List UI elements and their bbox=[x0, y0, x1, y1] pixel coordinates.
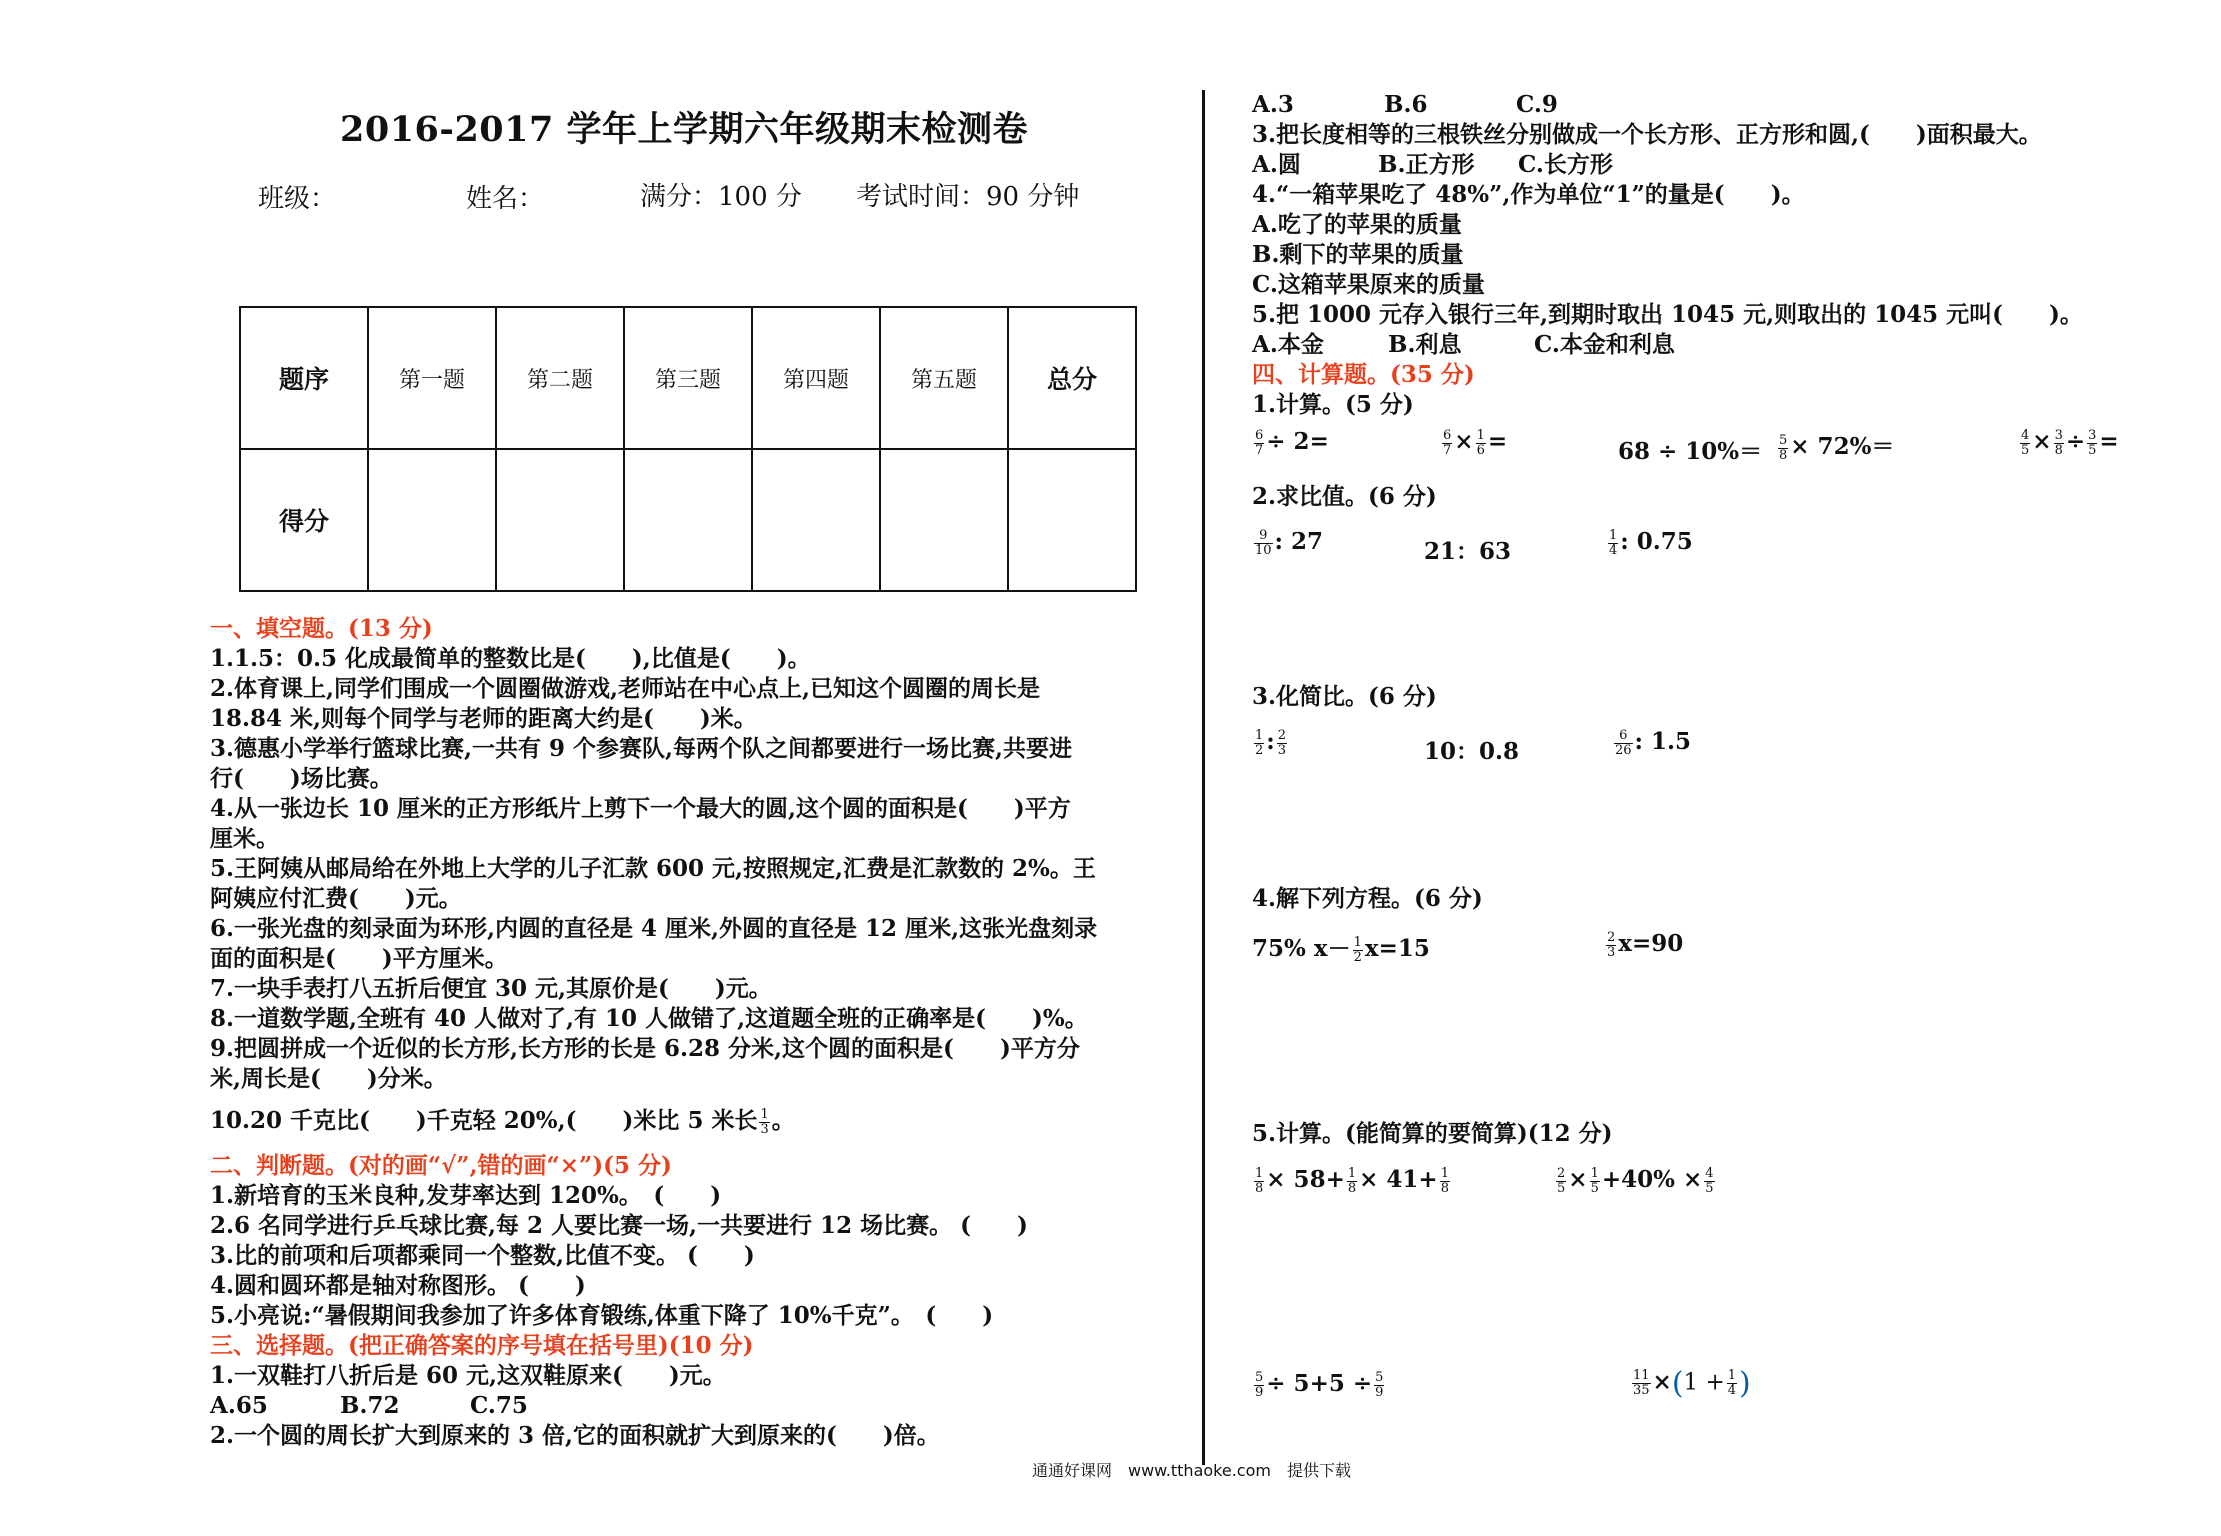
fraction bbox=[759, 1108, 769, 1137]
question-line: 3.把长度相等的三根铁丝分别做成一个长方形、正方形和圆,( )面积最大。 bbox=[1252, 121, 2042, 148]
close-paren: ) bbox=[1739, 1366, 1751, 1401]
subsection-title: 1.计算。(5 分) bbox=[1252, 391, 1414, 418]
fraction-numerator: 2 bbox=[1277, 727, 1287, 743]
fraction-numerator: 1 bbox=[1590, 1165, 1599, 1181]
calc-item: 10：0.8 bbox=[1424, 738, 1520, 765]
score-input-cell[interactable] bbox=[880, 449, 1008, 591]
option: B.正方形 bbox=[1378, 151, 1475, 178]
table-cell: 第二题 bbox=[496, 307, 624, 449]
option: B.剩下的苹果的质量 bbox=[1252, 241, 1464, 268]
table-cell: 总分 bbox=[1008, 307, 1136, 449]
full-score-label: 满分：100 分 bbox=[640, 182, 802, 212]
fraction-denominator: 5 bbox=[2088, 442, 2097, 458]
question-line: 7.一块手表打八五折后便宜 30 元,其原价是( )元。 bbox=[210, 975, 772, 1002]
fraction bbox=[1476, 429, 1486, 458]
question-line: 3.比的前项和后项都乘同一个整数,比值不变。 ( ) bbox=[210, 1241, 755, 1269]
calc-text: = bbox=[2099, 428, 2119, 455]
score-input-cell[interactable] bbox=[624, 449, 752, 591]
table-cell: 题序 bbox=[240, 307, 368, 449]
fraction bbox=[1277, 729, 1287, 758]
option: C.本金和利息 bbox=[1534, 331, 1675, 358]
fraction-denominator: 4 bbox=[1609, 542, 1618, 558]
fraction-denominator: 7 bbox=[1443, 442, 1452, 458]
calc-item bbox=[1252, 528, 1323, 558]
fraction-denominator: 5 bbox=[1557, 1180, 1566, 1196]
option: B.6 bbox=[1384, 91, 1428, 118]
score-table bbox=[239, 306, 1137, 592]
score-input-cell[interactable] bbox=[752, 449, 880, 591]
table-cell: 第三题 bbox=[624, 307, 752, 449]
calc-text: × 58+ bbox=[1266, 1166, 1345, 1193]
section-heading: 三、选择题。(把正确答案的序号填在括号里)(10 分) bbox=[210, 1331, 754, 1359]
score-input-cell[interactable] bbox=[496, 449, 624, 591]
question-line: 2.一个圆的周长扩大到原来的 3 倍,它的面积就扩大到原来的( )倍。 bbox=[210, 1421, 940, 1449]
question-line: 8.一道数学题,全班有 40 人做对了,有 10 人做错了,这道题全班的正确率是( )%。 bbox=[210, 1005, 1088, 1032]
table-cell: 第五题 bbox=[880, 307, 1008, 449]
calc-item bbox=[1252, 1370, 1386, 1400]
fraction bbox=[1632, 1369, 1651, 1398]
fraction-numerator: 1 bbox=[1476, 427, 1485, 443]
left-column bbox=[210, 614, 1155, 1451]
calc-text: x=15 bbox=[1364, 935, 1430, 962]
question-line: 5.小亮说:“暑假期间我参加了许多体育锻练,体重下降了 10%千克”。 ( ) bbox=[210, 1301, 994, 1329]
calc-text: × 41+ bbox=[1359, 1166, 1438, 1193]
option: C.长方形 bbox=[1518, 151, 1613, 178]
fraction bbox=[1727, 1369, 1737, 1398]
calc-text: : 27 bbox=[1274, 528, 1324, 555]
calc-text: = bbox=[1487, 428, 1508, 455]
fraction-denominator: 2 bbox=[1255, 742, 1264, 758]
fraction bbox=[1556, 1167, 1566, 1196]
calc-text: × 72%＝ bbox=[1790, 433, 1895, 460]
options-line bbox=[210, 1391, 1155, 1421]
calc-text: : bbox=[1266, 728, 1275, 755]
section-heading: 四、计算题。(35 分) bbox=[1252, 361, 1475, 388]
question-line: 2.6 名同学进行乒乓球比赛,每 2 人要比赛一场,一共要进行 12 场比赛。 ( ) bbox=[210, 1211, 1028, 1239]
question-line: 18.84 米,则每个同学与老师的距离大约是( )米。 bbox=[210, 705, 757, 732]
fraction bbox=[1254, 429, 1264, 458]
question-line: 1.新培育的玉米良种,发芽率达到 120%。 ( ) bbox=[210, 1181, 722, 1209]
footer-credit: 通通好课网 www.tthaoke.com 提供下载 bbox=[1032, 1461, 1351, 1480]
fraction-denominator: 10 bbox=[1255, 542, 1272, 558]
fraction-numerator: 5 bbox=[1255, 1369, 1264, 1385]
option: A.本金 bbox=[1252, 331, 1324, 358]
question-line: 4.圆和圆环都是轴对称图形。 ( ) bbox=[210, 1271, 586, 1299]
fraction bbox=[1614, 729, 1633, 758]
question-line: 行( )场比赛。 bbox=[210, 765, 393, 792]
calc-text: +40% × bbox=[1601, 1166, 1703, 1193]
calc-text: : 0.75 bbox=[1620, 528, 1693, 555]
fraction-numerator: 3 bbox=[2088, 427, 2097, 443]
fraction bbox=[1347, 1167, 1357, 1196]
question-line: 阿姨应付汇费( )元。 bbox=[210, 885, 462, 912]
fraction-numerator: 6 bbox=[1443, 427, 1452, 443]
question-text: 。 bbox=[771, 1107, 795, 1134]
calc-item bbox=[1252, 1166, 1452, 1196]
fraction bbox=[2087, 429, 2097, 458]
options-line bbox=[1252, 150, 2112, 180]
calc-item bbox=[1606, 528, 1693, 558]
table-row bbox=[240, 307, 1136, 449]
question-line bbox=[210, 1106, 1155, 1137]
calc-text: x=90 bbox=[1618, 930, 1684, 957]
fraction-numerator: 4 bbox=[1705, 1165, 1714, 1181]
table-cell: 第一题 bbox=[368, 307, 496, 449]
fraction-numerator: 2 bbox=[1557, 1165, 1566, 1181]
question-line: 6.一张光盘的刻录面为环形,内圆的直径是 4 厘米,外圆的直径是 12 厘米,这张光盘刻录 bbox=[210, 915, 1098, 942]
option: C.9 bbox=[1516, 91, 1558, 118]
section-heading: 一、填空题。(13 分) bbox=[210, 615, 433, 642]
subsection-title: 5.计算。(能简算的要简算)(12 分) bbox=[1252, 1120, 1613, 1147]
calc-item bbox=[1612, 728, 1691, 758]
section-heading: 二、判断题。(对的画“√”,错的画“×”)(5 分) bbox=[210, 1151, 672, 1179]
fraction-denominator: 9 bbox=[1375, 1384, 1384, 1400]
fraction-denominator: 8 bbox=[2054, 442, 2063, 458]
table-cell: 第四题 bbox=[752, 307, 880, 449]
question-line: 1.1.5：0.5 化成最简单的整数比是( ),比值是( )。 bbox=[210, 645, 811, 672]
calc-text: ÷ 5+5 ÷ bbox=[1266, 1370, 1373, 1397]
fraction bbox=[2054, 429, 2064, 458]
fraction-denominator: 2 bbox=[1353, 949, 1362, 965]
fraction-numerator: 9 bbox=[1254, 529, 1273, 544]
fraction-numerator: 1 bbox=[1255, 727, 1264, 743]
fraction-denominator: 8 bbox=[1347, 1180, 1357, 1196]
fraction bbox=[1778, 434, 1788, 463]
fraction bbox=[1608, 529, 1618, 558]
fraction bbox=[1590, 1167, 1600, 1196]
fraction-denominator: 4 bbox=[1727, 1383, 1737, 1398]
class-label: 班级： bbox=[258, 184, 337, 214]
question-line: 4.“一箱苹果吃了 48%”,作为单位“1”的量是( )。 bbox=[1252, 181, 1805, 208]
fraction bbox=[1254, 529, 1273, 558]
column-divider bbox=[1202, 90, 1205, 1465]
fraction-denominator: 3 bbox=[1607, 944, 1616, 960]
fraction-denominator: 5 bbox=[1590, 1180, 1599, 1196]
question-line: 9.把圆拼成一个近似的长方形,长方形的长是 6.28 分米,这个圆的面积是( )平方分 bbox=[210, 1035, 1080, 1062]
question-text: 10.20 千克比( )千克轻 20%,( )米比 5 米长 bbox=[210, 1107, 758, 1134]
question-line: 5.王阿姨从邮局给在外地上大学的儿子汇款 600 元,按照规定,汇费是汇款数的 2%。王 bbox=[210, 855, 1096, 882]
calc-text: 1 + bbox=[1683, 1369, 1725, 1396]
option: B.72 bbox=[340, 1391, 400, 1419]
fraction-denominator: 7 bbox=[1255, 442, 1264, 458]
option: A.65 bbox=[210, 1391, 268, 1419]
name-label: 姓名： bbox=[466, 184, 545, 214]
option: B.利息 bbox=[1388, 331, 1462, 358]
question-line: 面的面积是( )平方厘米。 bbox=[210, 945, 508, 972]
fraction-numerator: 1 bbox=[1353, 934, 1362, 950]
fraction-numerator: 5 bbox=[1375, 1369, 1384, 1385]
fraction-numerator: 4 bbox=[2021, 427, 2030, 443]
table-cell: 得分 bbox=[240, 449, 368, 591]
open-paren: ( bbox=[1671, 1366, 1684, 1401]
fraction-numerator: 5 bbox=[1779, 432, 1788, 448]
fraction-numerator: 6 bbox=[1614, 729, 1633, 744]
calc-text: × bbox=[1652, 1368, 1672, 1396]
options-line bbox=[1252, 330, 2112, 360]
fraction-denominator: 35 bbox=[1633, 1383, 1650, 1398]
fraction bbox=[1254, 1167, 1264, 1196]
option: A.圆 bbox=[1252, 151, 1301, 178]
fraction-denominator: 3 bbox=[1277, 742, 1287, 758]
fraction-numerator: 3 bbox=[2054, 427, 2063, 443]
exam-time-label: 考试时间：90 分钟 bbox=[856, 182, 1080, 212]
calc-item bbox=[2018, 428, 2119, 458]
calc-text: × bbox=[2032, 428, 2052, 455]
option: C.这箱苹果原来的质量 bbox=[1252, 271, 1485, 298]
fraction bbox=[1440, 1167, 1450, 1196]
fraction-denominator: 8 bbox=[1440, 1180, 1449, 1196]
fraction bbox=[2020, 429, 2030, 458]
calc-text: ÷ 2= bbox=[1266, 428, 1329, 455]
fraction-numerator: 6 bbox=[1255, 427, 1264, 443]
calc-text: : 1.5 bbox=[1634, 728, 1692, 755]
fraction-denominator: 8 bbox=[1255, 1180, 1264, 1196]
fraction-numerator: 1 bbox=[1727, 1368, 1737, 1383]
fraction-numerator: 1 bbox=[760, 1106, 769, 1122]
fraction bbox=[1606, 931, 1616, 960]
question-line: 4.从一张边长 10 厘米的正方形纸片上剪下一个最大的圆,这个圆的面积是( )平方 bbox=[210, 795, 1071, 822]
fraction-denominator: 26 bbox=[1615, 742, 1632, 758]
subsection-title: 3.化简比。(6 分) bbox=[1252, 683, 1437, 710]
calc-item bbox=[1252, 728, 1289, 758]
calc-item: 68 ÷ 10%＝ bbox=[1618, 438, 1763, 465]
calc-item: 21：63 bbox=[1424, 538, 1512, 565]
subsection-title: 2.求比值。(6 分) bbox=[1252, 483, 1437, 510]
question-line: 3.德惠小学举行篮球比赛,一共有 9 个参赛队,每两个队之间都要进行一场比赛,共要进 bbox=[210, 735, 1073, 762]
fraction-numerator: 1 bbox=[1255, 1165, 1264, 1181]
option: A.吃了的苹果的质量 bbox=[1252, 211, 1462, 238]
fraction-numerator: 2 bbox=[1607, 929, 1616, 945]
calc-item bbox=[1440, 428, 1507, 458]
question-line: 米,周长是( )分米。 bbox=[210, 1065, 447, 1092]
fraction bbox=[1254, 729, 1264, 758]
calc-text: ÷ bbox=[2065, 428, 2086, 455]
question-line: 5.把 1000 元存入银行三年,到期时取出 1045 元,则取出的 1045 元叫( )。 bbox=[1252, 301, 2083, 328]
fraction bbox=[1254, 1371, 1264, 1400]
calc-text: 75% x－ bbox=[1252, 935, 1351, 962]
calc-item bbox=[1604, 930, 1683, 960]
question-line: 厘米。 bbox=[210, 825, 279, 852]
fraction-numerator: 1 bbox=[1347, 1165, 1357, 1181]
right-column bbox=[1252, 90, 2112, 420]
calc-item bbox=[1776, 428, 1894, 463]
fraction-numerator: 1 bbox=[1440, 1165, 1449, 1181]
fraction-denominator: 3 bbox=[760, 1121, 769, 1137]
calc-item bbox=[1252, 930, 1430, 965]
fraction-denominator: 6 bbox=[1476, 442, 1485, 458]
calc-item bbox=[1252, 428, 1329, 458]
option: A.3 bbox=[1252, 91, 1294, 118]
calc-item bbox=[1554, 1166, 1717, 1196]
score-input-cell[interactable] bbox=[1008, 449, 1136, 591]
calc-item bbox=[1630, 1366, 1751, 1401]
fraction-numerator: 11 bbox=[1633, 1368, 1650, 1383]
subsection-title: 4.解下列方程。(6 分) bbox=[1252, 885, 1483, 912]
fraction bbox=[1704, 1167, 1714, 1196]
fraction-numerator: 1 bbox=[1609, 527, 1618, 543]
fraction-denominator: 8 bbox=[1779, 447, 1788, 463]
calc-text: × bbox=[1568, 1166, 1588, 1193]
question-line: 2.体育课上,同学们围成一个圆圈做游戏,老师站在中心点上,已知这个圆圈的周长是 bbox=[210, 675, 1041, 702]
page-title: 2016-2017 学年上学期六年级期末检测卷 bbox=[340, 109, 1029, 150]
fraction bbox=[1374, 1371, 1384, 1400]
fraction-denominator: 5 bbox=[2021, 442, 2030, 458]
options-line bbox=[1252, 90, 2112, 120]
option: C.75 bbox=[470, 1391, 528, 1419]
fraction-denominator: 5 bbox=[1705, 1180, 1714, 1196]
score-input-cell[interactable] bbox=[368, 449, 496, 591]
table-row bbox=[240, 449, 1136, 591]
fraction bbox=[1442, 429, 1452, 458]
fraction bbox=[1353, 936, 1363, 965]
calc-text: × bbox=[1454, 428, 1474, 455]
fraction-denominator: 9 bbox=[1255, 1384, 1264, 1400]
question-line: 1.一双鞋打八折后是 60 元,这双鞋原来( )元。 bbox=[210, 1361, 726, 1389]
